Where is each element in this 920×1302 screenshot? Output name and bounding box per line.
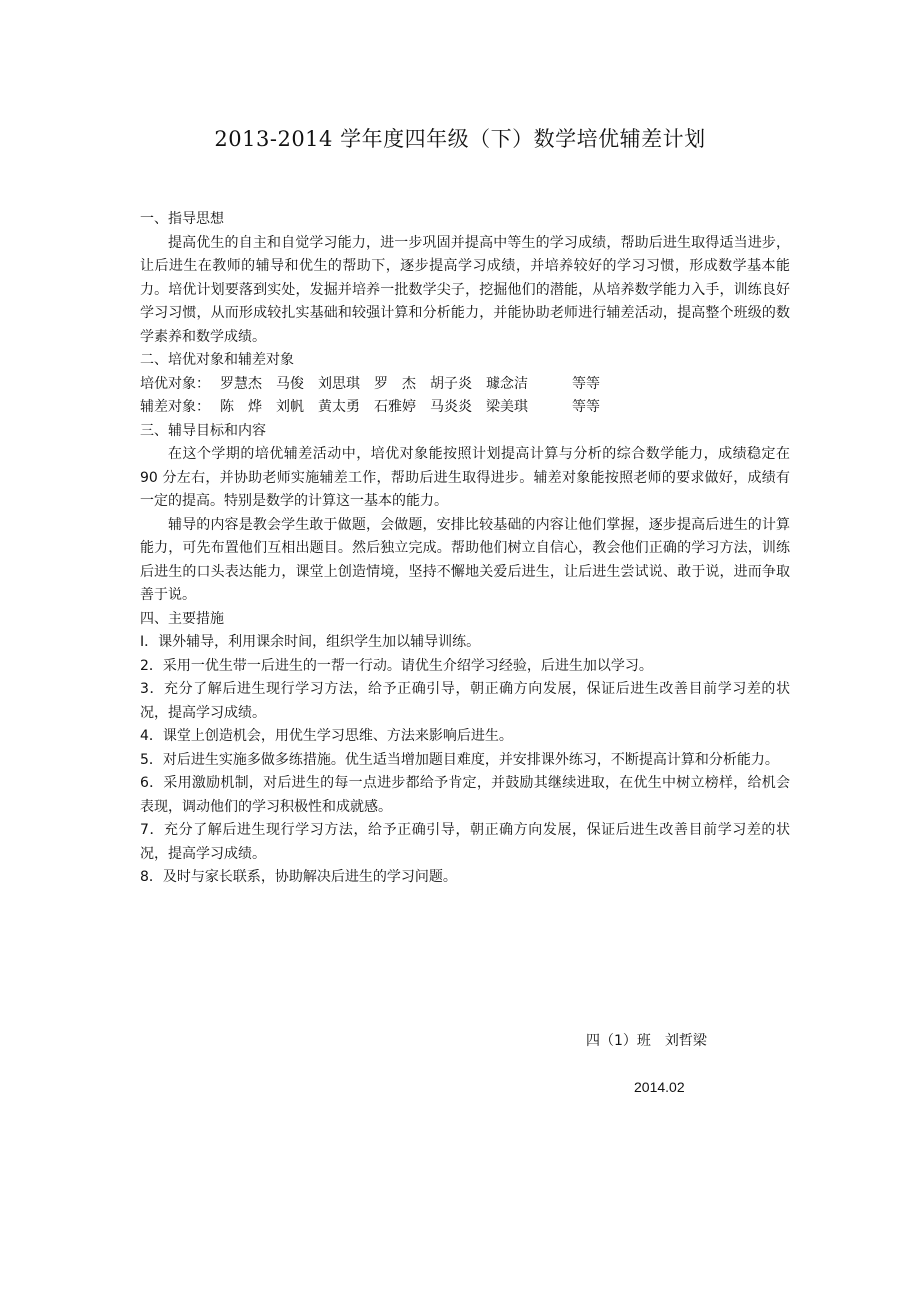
measure-item: 3．充分了解后进生现行学习方法，给予正确引导，朝正确方向发展，保证后进生改善目前学习差的状况，提高学习成绩。 bbox=[140, 681, 790, 721]
student-name: 璩念洁 bbox=[486, 375, 528, 392]
help-students-row bbox=[140, 396, 790, 420]
section-heading-4: 四、主要措施 bbox=[140, 610, 224, 627]
student-name: 刘思琪 bbox=[318, 375, 360, 392]
student-name: 胡子炎 bbox=[430, 375, 472, 392]
measure-item: I．课外辅导，利用课余时间，组织学生加以辅导训练。 bbox=[140, 634, 481, 650]
student-name: 刘帆 bbox=[276, 399, 304, 415]
section-heading-3: 三、辅导目标和内容 bbox=[140, 422, 266, 439]
section-paragraph-3a: 在这个学期的培优辅差活动中，培优对象能按照计划提高计算与分析的综合数学能力，成绩稳定在 90 分左右，并协助老师实施辅差工作，帮助后进生取得进步。辅差对象能按照老师的要求做好，成绩有一定的提高。特别是数学的计算这一基本的能力。 bbox=[140, 446, 790, 509]
student-name: 马炎炎 bbox=[430, 399, 472, 415]
section-heading-2: 二、培优对象和辅差对象 bbox=[140, 352, 294, 368]
top-students-row bbox=[140, 373, 790, 397]
student-name: 陈 烨 bbox=[220, 399, 262, 415]
section-paragraph-3b: 辅导的内容是教会学生敢于做题，会做题，安排比较基础的内容让他们掌握，逐步提高后进生的计算能力，可先布置他们互相出题目。然后独立完成。帮助他们树立自信心，教会他们正确的学习方法，训练后进生的口头表达能力，课堂上创造情境，坚持不懈地关爱后进生，让后进生尝试说、敢于说，进而争取善于说。 bbox=[140, 516, 790, 603]
student-name: 梁美琪 bbox=[486, 399, 528, 415]
measure-item: 5．对后进生实施多做多练措施。优生适当增加题目难度，并安排课外练习，不断提高计算和分析能力。 bbox=[140, 751, 779, 768]
measure-item: 6．采用激励机制，对后进生的每一点进步都给予肯定，并鼓励其继续进取，在优生中树立榜样，给机会表现，调动他们的学习积极性和成就感。 bbox=[140, 775, 790, 815]
signature-date: 2014.02 bbox=[634, 1079, 685, 1095]
help-students-label: 辅差对象： bbox=[140, 399, 210, 415]
student-name: 石雅婷 bbox=[374, 399, 416, 415]
signature-class-teacher: 四（1）班 刘哲梁 bbox=[586, 1033, 707, 1049]
section-heading-1: 一、指导思想 bbox=[140, 211, 224, 227]
student-name: 罗慧杰 bbox=[220, 375, 262, 392]
top-students-label: 培优对象： bbox=[140, 375, 210, 392]
section-paragraph-1: 提高优生的自主和自觉学习能力，进一步巩固并提高中等生的学习成绩，帮助后进生取得适当进步，让后进生在教师的辅导和优生的帮助下，逐步提高学习成绩，并培养较好的学习习惯，形成数学基本能力。培优计划要落到实处，发掘并培养一批数学尖子，挖掘他们的潜能，从培养数学能力入手，训练良好学习习惯，从而形成较扎实基础和较强计算和分析能力，并能协助老师进行辅差活动，提高整个班级的数学素养和数学成绩。 bbox=[140, 234, 790, 345]
document-body bbox=[140, 208, 790, 890]
measure-item: 4．课堂上创造机会，用优生学习思维、方法来影响后进生。 bbox=[140, 728, 513, 744]
measure-item: 7．充分了解后进生现行学习方法，给予正确引导，朝正确方向发展，保证后进生改善目前学习差的状况，提高学习成绩。 bbox=[140, 822, 790, 862]
student-name: 黄太勇 bbox=[318, 399, 360, 415]
etc-text: 等等 bbox=[572, 375, 600, 392]
measure-item: 2．采用一优生带一后进生的一帮一行动。请优生介绍学习经验，后进生加以学习。 bbox=[140, 657, 653, 674]
measure-item: 8．及时与家长联系，协助解决后进生的学习问题。 bbox=[140, 869, 457, 885]
student-name: 罗 杰 bbox=[374, 375, 416, 392]
etc-text: 等等 bbox=[572, 399, 600, 415]
document-title: 2013-2014 学年度四年级（下）数学培优辅差计划 bbox=[214, 127, 706, 151]
student-name: 马俊 bbox=[276, 375, 304, 392]
